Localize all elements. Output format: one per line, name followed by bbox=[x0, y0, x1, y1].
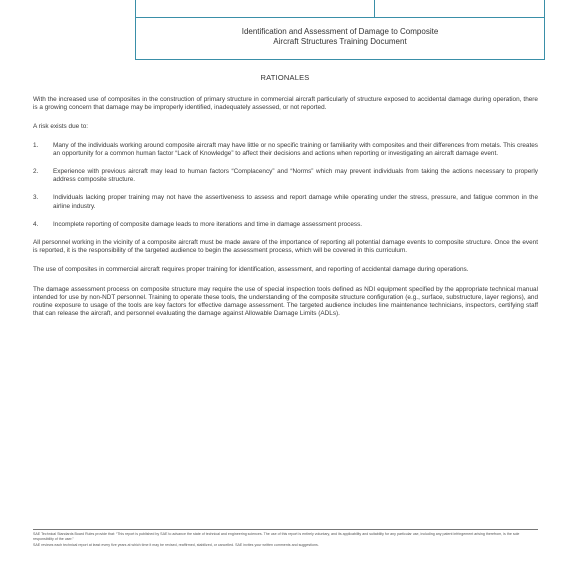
footer-divider bbox=[33, 529, 538, 530]
header-divider bbox=[374, 0, 375, 18]
list-text: Experience with previous aircraft may lead to human factors “Complacency” and “Norms” which may prevent individuals from taking the actions necessary to properly address composite structure. bbox=[53, 168, 538, 184]
list-number: 3. bbox=[33, 194, 39, 202]
list-item bbox=[33, 142, 538, 158]
list-text: Individuals lacking proper training may not have the assertiveness to assess and report damage while operating under the stress, pressure, and fatigue common in the airline industry. bbox=[53, 194, 538, 210]
intro-paragraph: With the increased use of composites in the construction of primary structure in commercial aircraft particularly of structure exposed to accidental damage during operation, there is a growing concern that damage may be improperly identified, inadequately assessed, or not reported. bbox=[33, 96, 538, 112]
list-text: Many of the individuals working around composite aircraft may have little or no specific training or familiarity with composites and their differences from metals. This creates an opportunity for a common human factor “Lack of Knowledge” to affect their decisions and actions when reporting or investigating an aircraft damage event. bbox=[53, 141, 538, 157]
footer-line-2: SAE reviews each technical report at least every five years at which time it may be revised, reaffirmed, stabilized, or cancelled. SAE invites your written comments and suggestions. bbox=[33, 543, 319, 547]
assessment-paragraph: The damage assessment process on composite structure may require the use of special inspection tools defined as NDI equipment specified by the appropriate technical manual intended for use by non-NDT personnel. Training to operate these tools, the understanding of the composite structure configuration (e.g., surface, substructure, layer regions), and routine exposure to usage of the tools are key factors for effective damage assessment. The targeted audience includes line maintenance technicians, inspectors, certifying staff that can release the aircraft, and personnel evaluating the damage against Allowable Damage Limits (ADLs). bbox=[33, 285, 538, 318]
list-text: Incomplete reporting of composite damage leads to more iterations and time in damage assessment process. bbox=[53, 220, 363, 228]
awareness-paragraph: All personnel working in the vicinity of a composite aircraft must be made aware of the importance of reporting all potential damage events to composite structure. Once the event is reported, it is the responsibility of the targeted audience to begin the assessment process, which will be covered in this curriculum. bbox=[33, 239, 538, 255]
document-title-box bbox=[135, 17, 545, 60]
risk-list bbox=[33, 142, 538, 229]
header-top-box bbox=[135, 0, 545, 18]
list-number: 4. bbox=[33, 220, 39, 228]
list-number: 1. bbox=[33, 141, 39, 149]
footer-notes bbox=[33, 532, 538, 549]
list-number: 2. bbox=[33, 168, 39, 176]
list-item bbox=[33, 221, 538, 229]
list-item bbox=[33, 168, 538, 184]
list-item bbox=[33, 194, 538, 210]
document-title-line2: Aircraft Structures Training Document bbox=[273, 37, 407, 46]
training-paragraph: The use of composites in commercial aircraft requires proper training for identification, assessment, and reporting of accidental damage during operations. bbox=[33, 266, 469, 274]
risk-intro: A risk exists due to: bbox=[33, 123, 89, 131]
document-title-line1: Identification and Assessment of Damage to Composite bbox=[241, 27, 439, 36]
footer-line-1: SAE Technical Standards Board Rules provide that: “This report is published by SAE to advance the state of technical and engineering sciences. The use of this report is entirely voluntary, and its applicability and suitability for any particular use, including any patent infringement arising therefrom, is the sole responsibility of the user.” bbox=[33, 532, 520, 541]
section-title: RATIONALES bbox=[260, 73, 310, 82]
document-body bbox=[33, 96, 538, 329]
